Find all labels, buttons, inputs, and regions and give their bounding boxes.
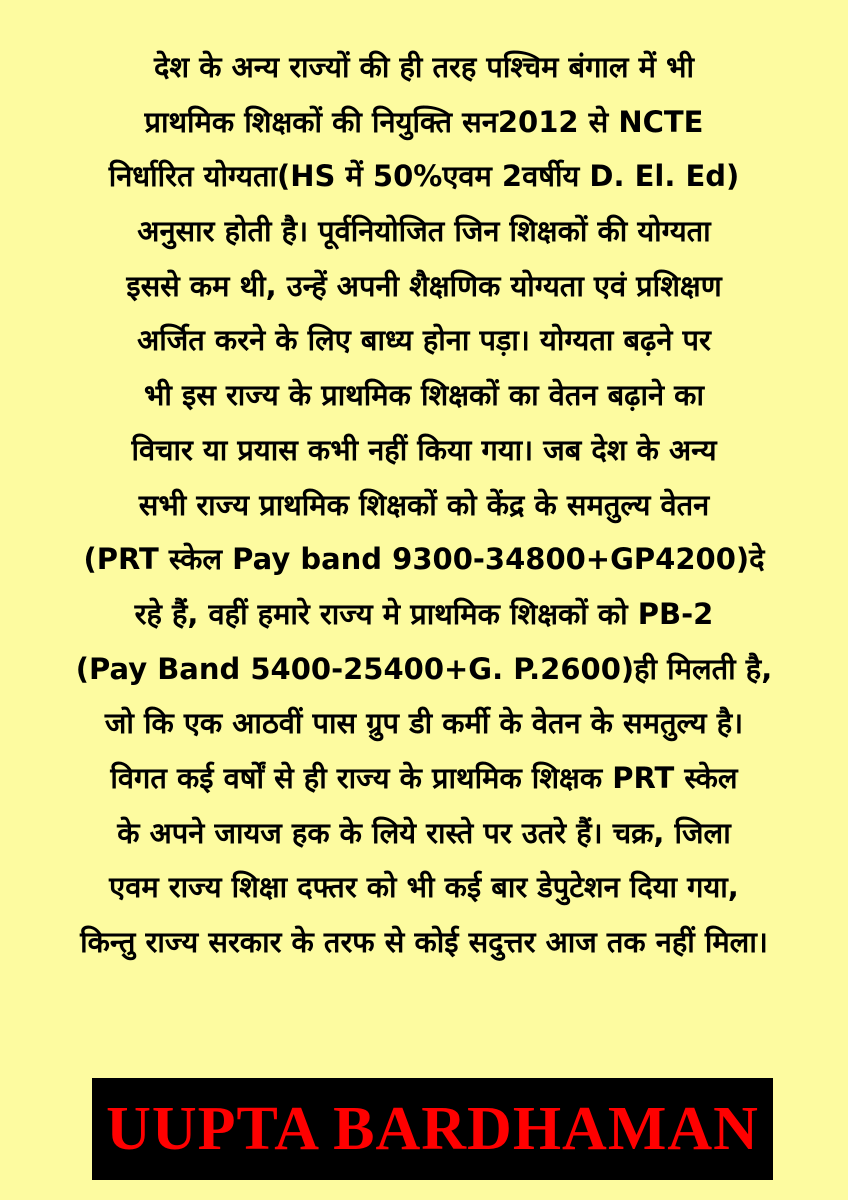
text-line-5: इससे कम थी, उन्हें अपनी शैक्षणिक योग्यता एवं प्रशिक्षण [126, 268, 722, 303]
banner [92, 1078, 773, 1180]
text-line-4: अनुसार होती है। पूर्वनियोजित जिन शिक्षकों की योग्यता [137, 214, 711, 249]
text-line-10: (PRT स्केल Pay band 9300-34800+GP4200)दे [83, 542, 765, 577]
text-line-3: निर्धारित योग्यता(HS में 50%एवम 2वर्षीय D. El. Ed) [108, 159, 740, 194]
text-line-6: अर्जित करने के लिए बाध्य होना पड़ा। योग्यता बढ़ने पर [137, 323, 711, 358]
text-line-2: प्राथमिक शिक्षकों की नियुक्ति सन2012 से NCTE [144, 104, 704, 139]
text-line-15: के अपने जायज हक के लिये रास्ते पर उतरे हैं। चक्र, जिला [117, 815, 731, 850]
text-line-16: एवम राज्य शिक्षा दफ्तर को भी कई बार डेपुटेशन दिया गया, [109, 870, 739, 905]
text-line-12: (Pay Band 5400-25400+G. P.2600)ही मिलती है, [75, 651, 773, 686]
text-line-17: किन्तु राज्य सरकार के तरफ से कोई सदुत्तर आज तक नहीं मिला। [80, 925, 768, 959]
body-text [20, 40, 828, 970]
text-line-11: रहे हैं, वहीं हमारे राज्य मे प्राथमिक शिक्षकों को PB-2 [134, 596, 714, 631]
banner-title: UUPTA BARDHAMAN [106, 1095, 759, 1163]
text-line-14: विगत कई वर्षों से ही राज्य के प्राथमिक शिक्षक PRT स्केल [110, 760, 738, 795]
text-line-8: विचार या प्रयास कभी नहीं किया गया। जब देश के अन्य [131, 432, 717, 467]
text-line-9: सभी राज्य प्राथमिक शिक्षकों को केंद्र के समतुल्य वेतन [138, 487, 710, 522]
text-line-1: देश के अन्य राज्यों की ही तरह पश्चिम बंगाल में भी [153, 50, 695, 84]
text-line-13: जो कि एक आठवीं पास ग्रुप डी कर्मी के वेतन के समतुल्य है। [104, 706, 744, 741]
text-line-7: भी इस राज्य के प्राथमिक शिक्षकों का वेतन बढ़ाने का [144, 378, 704, 413]
